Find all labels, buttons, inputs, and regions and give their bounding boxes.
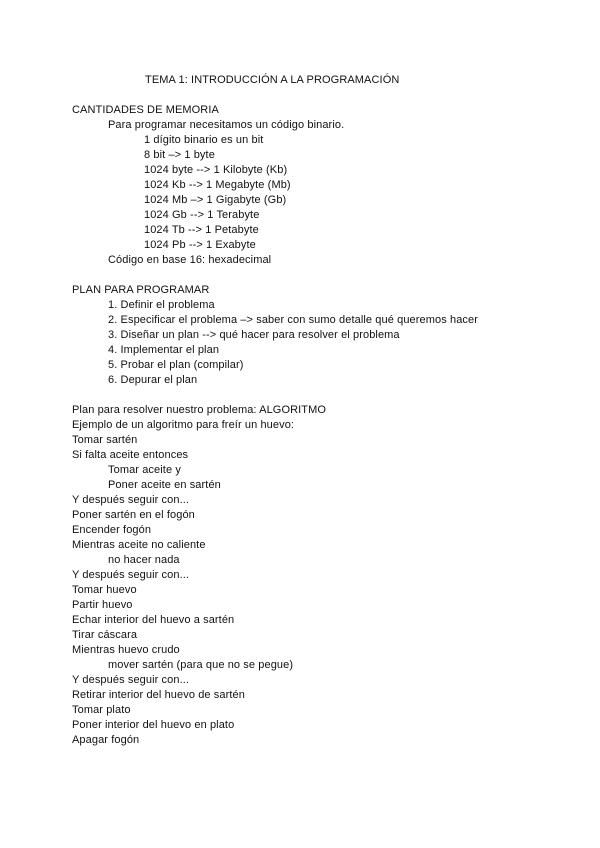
algorithm-line: Tomar huevo [72, 584, 137, 596]
memory-unit-line: 1024 byte --> 1 Kilobyte (Kb) [144, 164, 288, 176]
algorithm-line: Apagar fogón [72, 734, 140, 746]
plan-step: 4. Implementar el plan [108, 344, 220, 356]
plan-step: 1. Definir el problema [108, 299, 215, 311]
algorithm-example: Ejemplo de un algoritmo para freír un huevo: [72, 419, 295, 431]
algorithm-line: Si falta aceite entonces [72, 449, 189, 461]
page-title: TEMA 1: INTRODUCCIÓN A LA PROGRAMACIÓN [145, 74, 400, 86]
plan-step: 6. Depurar el plan [108, 374, 198, 386]
plan-step: 5. Probar el plan (compilar) [108, 359, 244, 371]
algorithm-line: Poner interior del huevo en plato [72, 719, 235, 731]
algorithm-line: mover sartén (para que no se pegue) [108, 659, 294, 671]
algorithm-line: Tomar plato [72, 704, 131, 716]
memoria-intro: Para programar necesitamos un código binario. [108, 119, 345, 131]
memory-unit-line: 1024 Mb –> 1 Gigabyte (Gb) [144, 194, 287, 206]
algorithm-line: Echar interior del huevo a sartén [72, 614, 235, 626]
algorithm-line: Y después seguir con... [72, 569, 190, 581]
memory-unit-line: 8 bit –> 1 byte [144, 149, 215, 161]
algorithm-line: Encender fogón [72, 524, 152, 536]
algorithm-line: Tirar cáscara [72, 629, 138, 641]
algorithm-line: Y después seguir con... [72, 674, 190, 686]
memory-unit-line: 1024 Kb --> 1 Megabyte (Mb) [144, 179, 291, 191]
algorithm-line: Poner aceite en sartén [108, 479, 221, 491]
section-heading-algoritmo: Plan para resolver nuestro problema: ALGORITMO [72, 404, 327, 416]
plan-step: 2. Especificar el problema –> saber con sumo detalle qué queremos hacer [108, 314, 478, 326]
memory-unit-line: 1024 Pb --> 1 Exabyte [144, 239, 256, 251]
memory-unit-line: 1024 Tb --> 1 Petabyte [144, 224, 259, 236]
algorithm-line: Partir huevo [72, 599, 133, 611]
section-heading-memoria: CANTIDADES DE MEMORIA [72, 104, 219, 116]
algorithm-line: Tomar sartén [72, 434, 138, 446]
algorithm-line: Tomar aceite y [108, 464, 181, 476]
memory-unit-line: 1024 Gb --> 1 Terabyte [144, 209, 260, 221]
hex-line: Código en base 16: hexadecimal [108, 254, 272, 266]
section-heading-plan: PLAN PARA PROGRAMAR [72, 284, 210, 296]
algorithm-line: Poner sartén en el fogón [72, 509, 195, 521]
algorithm-line: Mientras huevo crudo [72, 644, 180, 656]
algorithm-line: Mientras aceite no caliente [72, 539, 206, 551]
algorithm-line: Retirar interior del huevo de sartén [72, 689, 245, 701]
algorithm-line: no hacer nada [108, 554, 180, 566]
memory-unit-line: 1 dígito binario es un bit [144, 134, 264, 146]
plan-step: 3. Diseñar un plan --> qué hacer para resolver el problema [108, 329, 400, 341]
algorithm-line: Y después seguir con... [72, 494, 190, 506]
